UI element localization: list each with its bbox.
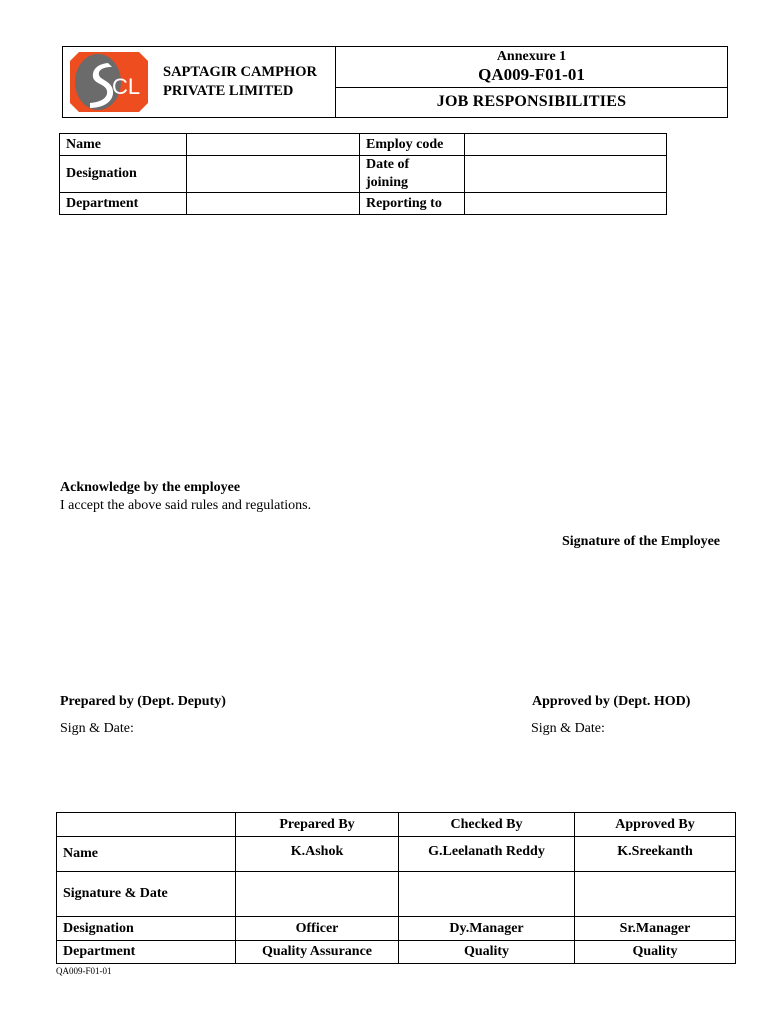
acknowledge-text: I accept the above said rules and regulations. [60, 498, 312, 513]
table-row [57, 917, 736, 941]
approval-table [56, 812, 736, 964]
employee-signature-label: Signature of the Employee [561, 534, 720, 549]
employ-code-label: Employ code [360, 134, 465, 156]
company-name-line1: SAPTAGIR CAMPHOR [163, 64, 317, 80]
prepared-by-header: Prepared By [236, 813, 399, 837]
document-title: JOB RESPONSIBILITIES [336, 87, 728, 117]
approved-by-label: Approved by (Dept. HOD) [532, 694, 691, 709]
company-name [163, 63, 317, 101]
name-row-label: Name [57, 837, 236, 872]
signature-row-label: Signature & Date [57, 872, 236, 917]
approved-department: Quality [575, 941, 736, 964]
department-row-label: Department [57, 941, 236, 964]
date-of-joining-field[interactable] [465, 156, 667, 193]
employee-info-table [59, 133, 667, 215]
checked-name: G.Leelanath Reddy [399, 837, 575, 872]
employ-code-field[interactable] [465, 134, 667, 156]
document-code: QA009-F01-01 [478, 64, 585, 84]
prepared-designation: Officer [236, 917, 399, 941]
reporting-to-label: Reporting to [360, 193, 465, 215]
approved-signature-field[interactable] [575, 872, 736, 917]
department-field[interactable] [187, 193, 360, 215]
approved-designation: Sr.Manager [575, 917, 736, 941]
designation-field[interactable] [187, 156, 360, 193]
approval-header-blank [57, 813, 236, 837]
prepared-department: Quality Assurance [236, 941, 399, 964]
table-row [57, 941, 736, 964]
approved-name: K.Sreekanth [575, 837, 736, 872]
table-row [57, 872, 736, 917]
approved-by-header: Approved By [575, 813, 736, 837]
logo-lettering: CL [112, 74, 141, 99]
prepared-signature-field[interactable] [236, 872, 399, 917]
date-of-joining-label-line1: Date of [366, 157, 410, 172]
name-field[interactable] [187, 134, 360, 156]
date-of-joining-label [360, 156, 465, 193]
company-name-line2: PRIVATE LIMITED [163, 83, 294, 99]
checked-by-header: Checked By [399, 813, 575, 837]
checked-designation: Dy.Manager [399, 917, 575, 941]
department-label: Department [60, 193, 187, 215]
prepared-by-label: Prepared by (Dept. Deputy) [60, 694, 226, 709]
checked-department: Quality [399, 941, 575, 964]
name-label: Name [60, 134, 187, 156]
prepared-sign-date: Sign & Date: [60, 721, 134, 736]
annexure-cell [336, 47, 728, 88]
acknowledge-heading: Acknowledge by the employee [60, 480, 241, 495]
checked-signature-field[interactable] [399, 872, 575, 917]
company-logo [68, 51, 150, 113]
approved-sign-date: Sign & Date: [531, 721, 605, 736]
logo-cell [63, 47, 336, 118]
approval-header-row [57, 813, 736, 837]
designation-row-label: Designation [57, 917, 236, 941]
annexure-label: Annexure 1 [496, 48, 567, 64]
reporting-to-field[interactable] [465, 193, 667, 215]
table-row [57, 837, 736, 872]
designation-label: Designation [60, 156, 187, 193]
date-of-joining-label-line2: joining [366, 175, 409, 190]
prepared-name: K.Ashok [236, 837, 399, 872]
document-header [62, 46, 728, 118]
footer-document-code: QA009-F01-01 [56, 966, 112, 976]
